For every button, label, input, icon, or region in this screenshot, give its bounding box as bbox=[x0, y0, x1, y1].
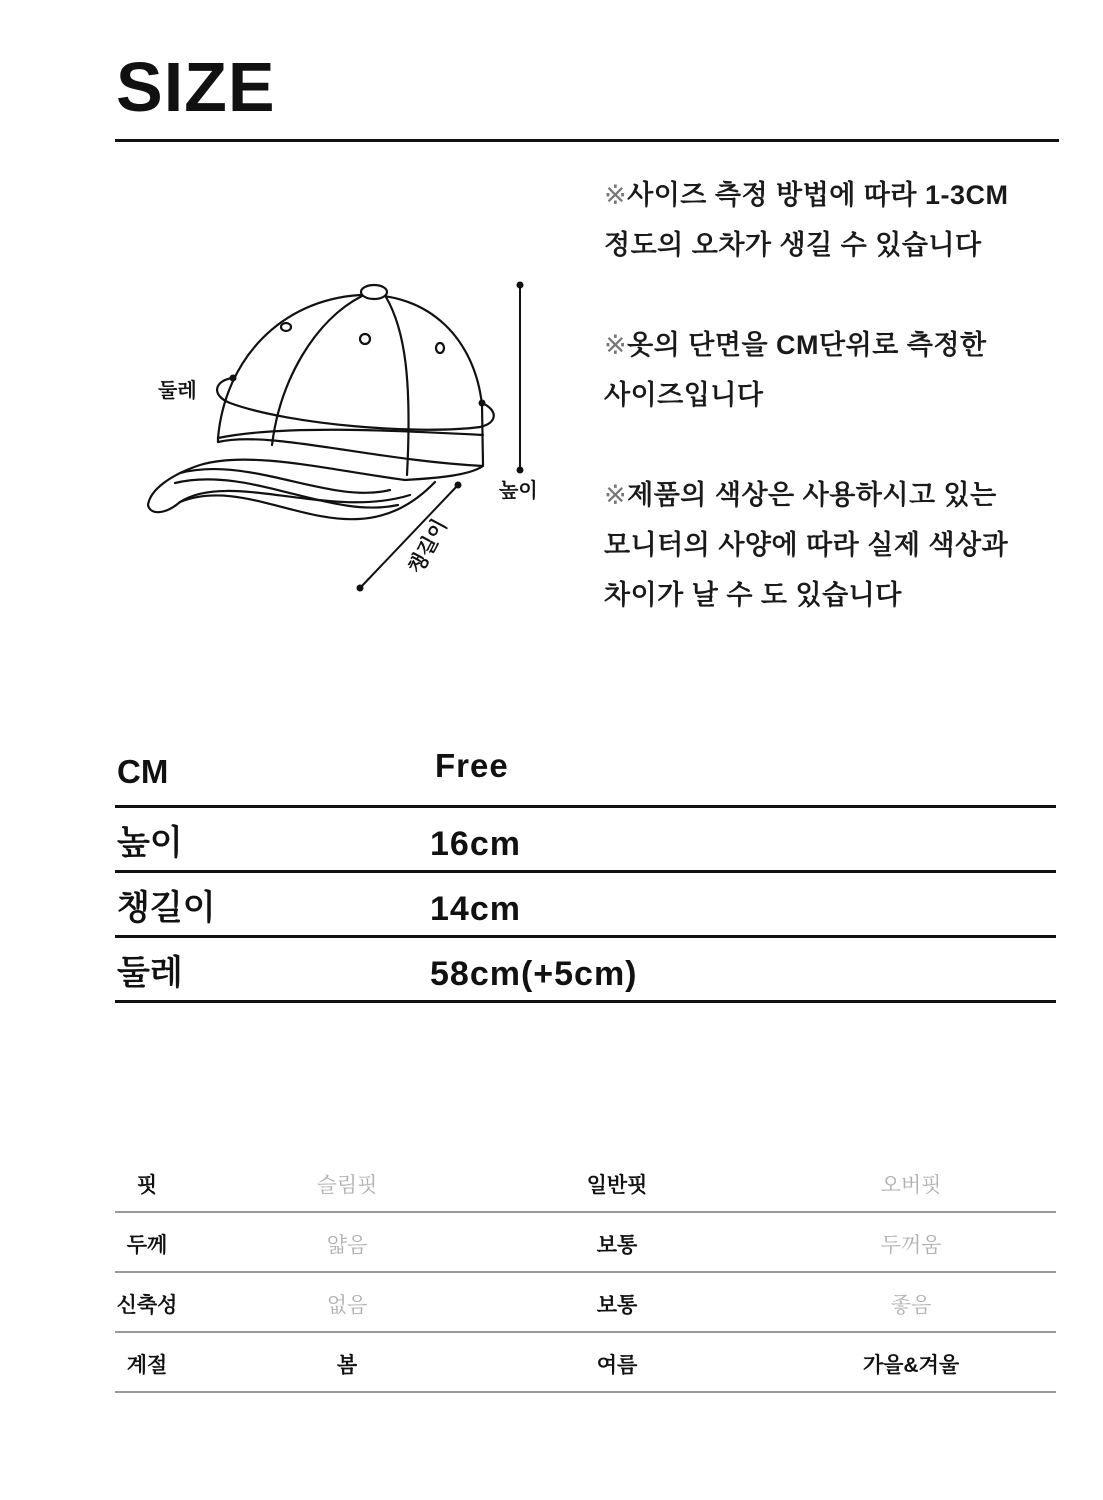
option-fall-winter-selected: 가을&겨울 bbox=[862, 1354, 960, 1377]
row-label: 핏 bbox=[136, 1174, 158, 1197]
reference-mark-icon: ※ bbox=[604, 480, 628, 510]
note-measurement-error: ※사이즈 측정 방법에 따라 1-3CM 정도의 오차가 생길 수 있습니다 bbox=[604, 180, 1009, 260]
stretch-row bbox=[115, 1273, 1056, 1333]
table-row: 높이 16cm bbox=[115, 808, 1056, 873]
reference-mark-icon: ※ bbox=[604, 330, 628, 360]
height-label: 높이 bbox=[499, 480, 538, 502]
option-regular-selected: 일반핏 bbox=[586, 1174, 648, 1197]
size-header: Free bbox=[435, 747, 509, 784]
unit-header: CM bbox=[117, 753, 169, 790]
fit-row bbox=[115, 1153, 1056, 1213]
fit-info-table bbox=[115, 1153, 1056, 1393]
table-row: 둘레 58cm(+5cm) bbox=[115, 938, 1056, 1003]
size-table bbox=[115, 745, 1056, 1003]
row-label: 계절 bbox=[126, 1354, 168, 1377]
option-thin: 얇음 bbox=[326, 1234, 368, 1257]
option-normal-selected: 보통 bbox=[596, 1294, 638, 1317]
title-divider bbox=[115, 139, 1059, 142]
table-row: 챙길이 14cm bbox=[115, 873, 1056, 938]
option-summer-selected: 여름 bbox=[596, 1354, 638, 1377]
option-thick: 두꺼움 bbox=[880, 1234, 942, 1257]
thickness-row bbox=[115, 1213, 1056, 1273]
page-title: SIZE bbox=[116, 48, 276, 126]
notes-section bbox=[604, 170, 1074, 670]
option-spring-selected: 봄 bbox=[336, 1354, 358, 1377]
season-row bbox=[115, 1333, 1056, 1393]
circumference-label: 둘레 bbox=[158, 380, 197, 402]
row-label: 두께 bbox=[126, 1234, 168, 1257]
cap-size-diagram bbox=[130, 270, 560, 610]
size-table-header bbox=[115, 745, 1056, 808]
option-over: 오버핏 bbox=[880, 1174, 942, 1197]
brim-length-label: 챙길이 bbox=[404, 515, 452, 578]
row-label: 신축성 bbox=[116, 1294, 178, 1317]
option-slim: 슬림핏 bbox=[316, 1174, 378, 1197]
reference-mark-icon: ※ bbox=[604, 180, 628, 210]
option-normal-selected: 보통 bbox=[596, 1234, 638, 1257]
option-none: 없음 bbox=[326, 1294, 368, 1317]
note-color-difference: ※제품의 색상은 사용하시고 있는 모니터의 사양에 따라 실제 색상과 차이가 날 수 도 있습니다 bbox=[604, 480, 1009, 610]
note-measurement-unit: ※옷의 단면을 CM단위로 측정한 사이즈입니다 bbox=[604, 330, 987, 410]
option-good: 좋음 bbox=[890, 1294, 932, 1317]
